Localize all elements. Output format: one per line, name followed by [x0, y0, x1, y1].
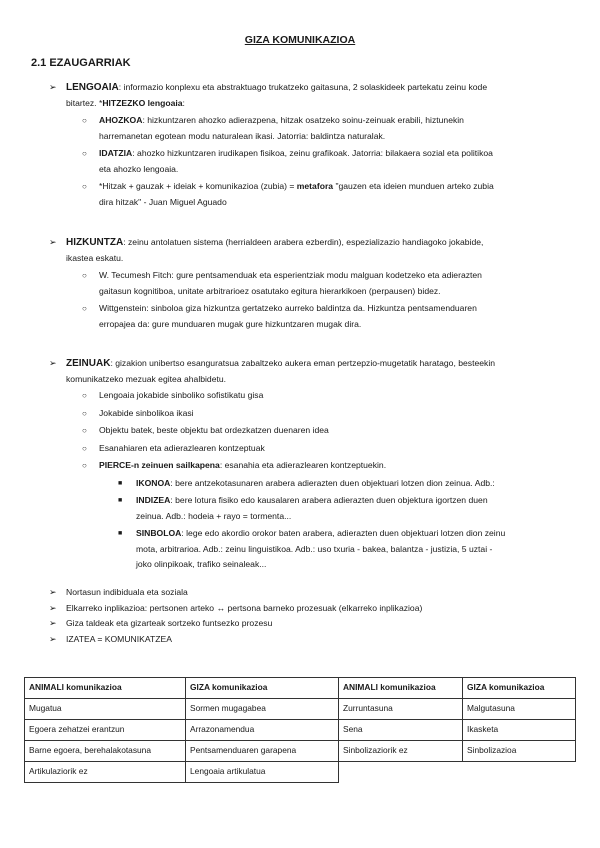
table-cell: Mugatua — [25, 699, 186, 720]
circle-bullet-icon: ○ — [82, 182, 87, 191]
circle-bullet-icon: ○ — [82, 149, 87, 158]
square-bullet-icon: ■ — [118, 530, 123, 537]
lengoaia-block — [49, 80, 559, 210]
square-bullet-icon: ■ — [118, 497, 123, 504]
arrow-bullet-icon: ➢ — [49, 587, 57, 597]
circle-bullet-icon: ○ — [82, 408, 87, 418]
arrow-bullet-icon: ➢ — [49, 358, 57, 368]
table-cell: Zurruntasuna — [339, 699, 463, 720]
list-item: ○ AHOZKOA: hizkuntzaren ahozko adierazpena, hitzak osatzeko soinu-zeinuak erabili, hiztunekin harremanetan egotean modu naturalean ikasi. Jatorria: baldintza naturalak. — [82, 115, 464, 141]
table-cell: Egoera zehatzei erantzun — [25, 720, 186, 741]
arrow-bullet-icon: ➢ — [49, 602, 57, 613]
list-item: ○ Wittgenstein: sinboloa giza hizkuntza gertatzeko aurreko baldintza da. Hizkuntza pentsamenduaren erropajea da: gure munduaren mugak gure hizkuntzaren mugak dira. — [82, 303, 477, 329]
circle-bullet-icon: ○ — [82, 116, 87, 125]
list-item: ○ W. Tecumesh Fitch: gure pentsamenduak eta esperientziak modu malguan kodetzeko eta adierazten gaitasun kognitiboa, unitate arbitrarioez osatutako egitura hierarkikoen (perpausen) bidez. — [82, 270, 482, 296]
arrow-bullet-icon: ➢ — [49, 618, 57, 628]
list-item: ➢ Elkarreko inplikazioa: pertsonen arteko ↔ pertsona barneko prozesuak (elkarreko inplikazioa) — [49, 601, 559, 617]
list-item: ○ PIERCE-n zeinuen sailkapena: esanahia eta adierazlearen kontzeptuekin. — [82, 458, 564, 474]
list-item: ○ Lengoaia jokabide sinboliko sofistikatu gisa — [82, 388, 564, 404]
table-cell: Sena — [339, 720, 463, 741]
circle-bullet-icon: ○ — [82, 304, 87, 313]
table-header-row — [25, 678, 576, 699]
table-cell: Sormen mugagabea — [186, 699, 339, 720]
list-item: ➢ ZEINUAK: gizakion unibertso esanguratsua zabaltzeko aukera eman pertzepzio-mugetatik haratago, besteekin komunikatzeko mezuak egitea ahalbidetu. — [49, 358, 496, 384]
term-hizkuntza: HIZKUNTZA — [66, 237, 124, 248]
circle-bullet-icon: ○ — [82, 443, 87, 453]
circle-bullet-icon: ○ — [82, 426, 87, 435]
table-cell: Malgutasuna — [463, 699, 576, 720]
summary-list — [49, 585, 559, 647]
table-cell: Sinbolizaziorik ez — [339, 741, 463, 762]
table-header-cell: GIZA komunikazioa — [463, 678, 576, 699]
table-cell: Artikulaziorik ez — [25, 762, 186, 783]
list-item: ■ SINBOLOA: lege edo akordio orokor baten arabera, adierazten duen objektuari lotzen dion zeinu mota, arbitrarioa. Adb.: zeinu linguistikoa. Adb.: uso txuria - bakea, balantza - justizia, 5 uztai - joko olinpikoak, trafiko seinaleak... — [118, 528, 506, 569]
list-item: ➢ HIZKUNTZA: zeinu antolatuen sistema (herrialdeen arabera ezberdin), espezializazio handiagoko jokabide, ikastea eskatu. — [49, 237, 484, 263]
page-title: GIZA KOMUNIKAZIOA — [244, 34, 356, 46]
table-header-cell: GIZA komunikazioa — [186, 678, 339, 699]
table-header-cell: ANIMALI komunikazioa — [25, 678, 186, 699]
table-cell: Lengoaia artikulatua — [186, 762, 339, 783]
arrow-bullet-icon: ➢ — [49, 82, 57, 92]
square-bullet-icon: ■ — [118, 479, 123, 487]
table-cell-empty — [339, 762, 576, 783]
table-row — [25, 699, 576, 720]
section-heading: 2.1 EZAUGARRIAK — [31, 57, 131, 69]
table-header-cell: ANIMALI komunikazioa — [339, 678, 463, 699]
comparison-table — [24, 677, 576, 783]
table-cell: Ikasketa — [463, 720, 576, 741]
arrow-bullet-icon: ➢ — [49, 237, 57, 247]
table-cell: Arrazonamendua — [186, 720, 339, 741]
list-item: ○ Esanahiaren eta adierazlearen kontzeptuak — [82, 441, 564, 457]
hizkuntza-block — [49, 235, 559, 332]
list-item: ○ Objektu batek, beste objektu bat ordezkatzen duenaren idea — [82, 423, 564, 439]
term-lengoaia: LENGOAIA — [66, 82, 119, 93]
list-item: ➢ Giza taldeak eta gizarteak sortzeko funtsezko prozesu — [49, 616, 559, 632]
list-item: ○ *Hitzak + gauzak + ideiak + komunikazioa (zubia) = metafora "gauzen eta ideien munduen arteko zubia dira hitzak" - Juan Miguel Aguado — [82, 181, 494, 207]
arrow-bullet-icon: ➢ — [49, 633, 57, 644]
table-cell: Barne egoera, berehalakotasuna — [25, 741, 186, 762]
list-item: ■ IKONOA: bere antzekotasunaren arabera adierazten duen objektuari lotzen dion zeinua. Adb.: — [118, 476, 564, 492]
table-row — [25, 762, 576, 783]
list-item: ➢ LENGOAIA: informazio konplexu eta abstraktuago trukatzeko gaitasuna, 2 solaskideek partekatu zeinu kode bitartez. *HITZEZKO lengoaia: — [49, 82, 488, 108]
list-item: ■ INDIZEA: bere lotura fisiko edo kausalaren arabera adierazten duen objektura igortzen duen zeinua. Adb.: hodeia + rayo = tormenta... — [118, 495, 488, 521]
table-row — [25, 741, 576, 762]
zeinuak-block — [49, 356, 564, 573]
list-item: ➢ IZATEA = KOMUNIKATZEA — [49, 632, 559, 648]
term-zeinuak: ZEINUAK — [66, 358, 111, 369]
list-item: ➢ Nortasun indibiduala eta soziala — [49, 585, 559, 601]
table-cell: Sinbolizazioa — [463, 741, 576, 762]
circle-bullet-icon: ○ — [82, 271, 87, 280]
list-item: ○ Jokabide sinbolikoa ikasi — [82, 406, 564, 422]
table-row — [25, 720, 576, 741]
circle-bullet-icon: ○ — [82, 391, 87, 400]
list-item: ○ IDATZIA: ahozko hizkuntzaren irudikapen fisikoa, zeinu grafikoak. Jatorria: bilakaera sozial eta politikoa eta ahozko lengoaia. — [82, 148, 493, 174]
circle-bullet-icon: ○ — [82, 461, 87, 470]
table-cell: Pentsamenduaren garapena — [186, 741, 339, 762]
